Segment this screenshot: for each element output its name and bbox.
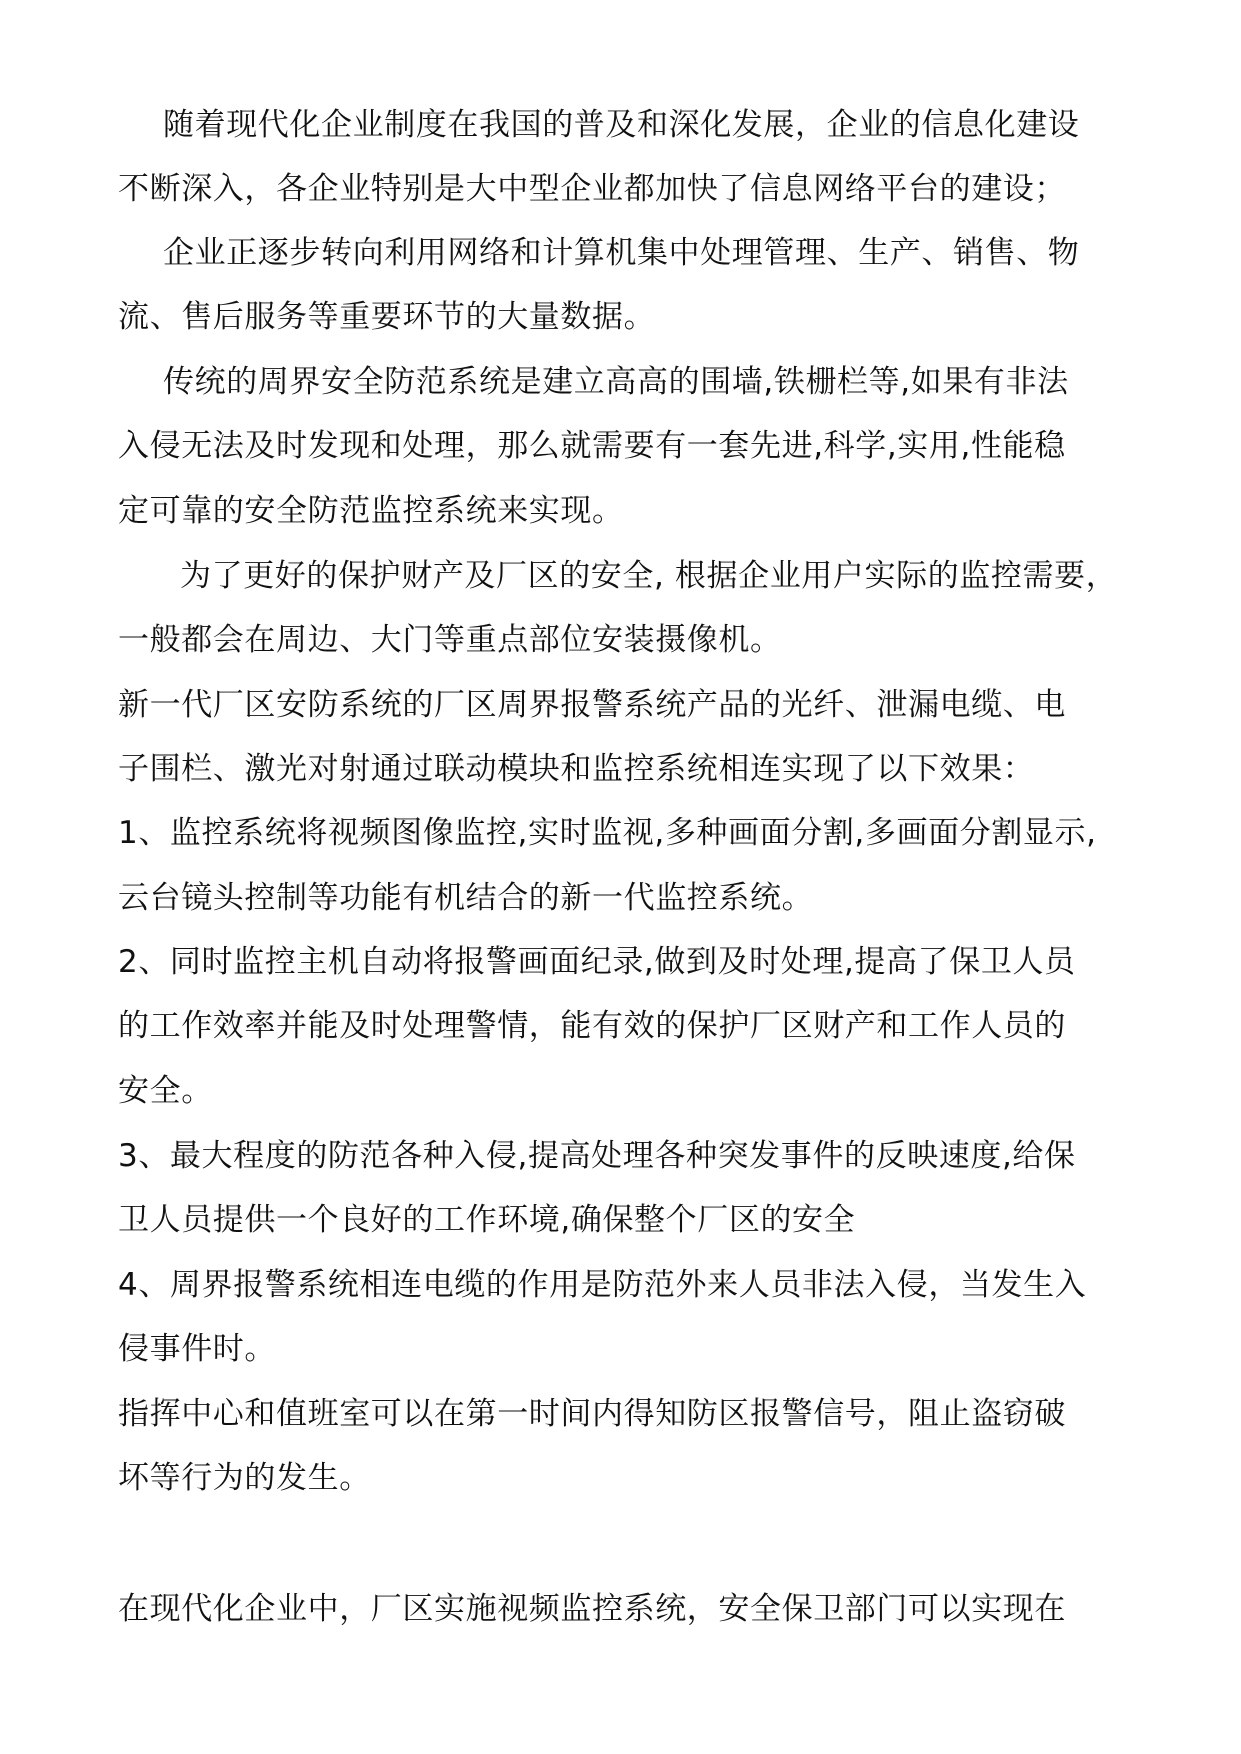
paragraph-line: 安全。 [118, 1073, 213, 1109]
paragraph-line: 2、同时监控主机自动将报警画面纪录,做到及时处理,提高了保卫人员 [118, 944, 1076, 980]
paragraph-line: 的工作效率并能及时处理警情，能有效的保护厂区财产和工作人员的 [118, 1008, 1066, 1044]
paragraph-line: 子围栏、激光对射通过联动模块和监控系统相连实现了以下效果： [118, 751, 1035, 787]
paragraph-line: 随着现代化企业制度在我国的普及和深化发展，企业的信息化建设 [163, 107, 1080, 143]
paragraph-line: 不断深入，各企业特别是大中型企业都加快了信息网络平台的建设； [118, 171, 1066, 207]
paragraph-line: 新一代厂区安防系统的厂区周界报警系统产品的光纤、泄漏电缆、电 [118, 687, 1066, 723]
paragraph-line: 企业正逐步转向利用网络和计算机集中处理管理、生产、销售、物 [163, 235, 1080, 271]
paragraph-line: 坏等行为的发生。 [118, 1460, 371, 1496]
paragraph-line: 入侵无法及时发现和处理，那么就需要有一套先进,科学,实用,性能稳 [118, 428, 1066, 464]
paragraph-line: 一般都会在周边、大门等重点部位安装摄像机。 [118, 622, 782, 658]
paragraph-line: 云台镜头控制等功能有机结合的新一代监控系统。 [118, 880, 814, 916]
paragraph-line: 指挥中心和值班室可以在第一时间内得知防区报警信号，阻止盗窃破 [118, 1396, 1066, 1432]
paragraph-line: 4、周界报警系统相连电缆的作用是防范外来人员非法入侵，当发生入 [118, 1267, 1087, 1303]
paragraph-line: 卫人员提供一个良好的工作环境,确保整个厂区的安全 [118, 1202, 856, 1238]
paragraph-line: 流、售后服务等重要环节的大量数据。 [118, 299, 656, 335]
paragraph-line: 传统的周界安全防范系统是建立高高的围墙,铁栅栏等,如果有非法 [163, 364, 1069, 400]
paragraph-line: 1、监控系统将视频图像监控,实时监视,多种画面分割,多画面分割显示, [118, 815, 1097, 851]
paragraph-line: 定可靠的安全防范监控系统来实现。 [118, 493, 624, 529]
paragraph-line: 在现代化企业中，厂区实施视频监控系统，安全保卫部门可以实现在 [118, 1591, 1066, 1627]
paragraph-line: 侵事件时。 [118, 1331, 276, 1367]
paragraph-line: 3、最大程度的防范各种入侵,提高处理各种突发事件的反映速度,给保 [118, 1138, 1076, 1174]
paragraph-line: 为了更好的保护财产及厂区的安全, 根据企业用户实际的监控需要， [180, 558, 1118, 594]
